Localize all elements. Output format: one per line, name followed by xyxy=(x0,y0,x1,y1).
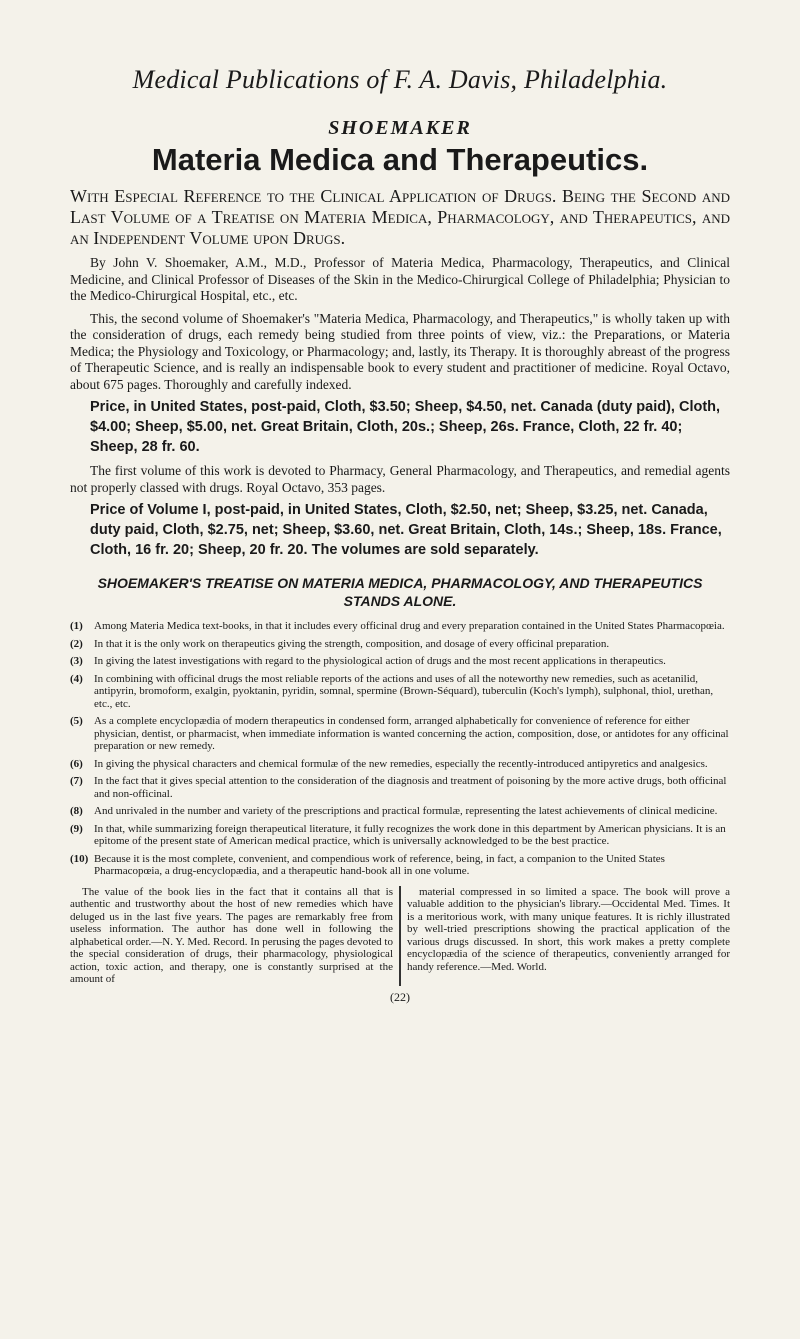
list-item: (10) Because it is the most complete, convenient, and compendious work of reference, being, in fact, a companion to the United States Pharmacopœia, a drug-encyclopædia, and a therapeutic hand-book all in one volume. xyxy=(70,852,665,877)
list-item: (7) In the fact that it gives special attention to the consideration of the diagnosis and treatment of poisoning by the more active drugs, both officinal and non-officinal. xyxy=(70,775,727,800)
list-item: (3) In giving the latest investigations with regard to the physiological action of drugs and the most recent applications in therapeutics. xyxy=(70,655,666,667)
description: This, the second volume of Shoemaker's "Materia Medica, Pharmacology, and Therapeutics," is wholly taken up with the consideration of drugs, each remedy being studied from three points of view, viz.: the Preparations, or Materia Medica; the Physiology and Toxicology, or Pharmacology; and, lastly, its Therapy. It is thoroughly abreast of the progress of Therapeutic Science, and is really an indispensable book to every student and practitioner of medicine. Royal Octavo, about 675 pages. Thoroughly and carefully indexed. xyxy=(70,310,730,392)
page-number: (22) xyxy=(390,989,410,1004)
column-divider xyxy=(399,886,401,986)
book-title: Materia Medica and Therapeutics. xyxy=(151,142,649,177)
list-item: (9) In that, while summarizing foreign therapeutical literature, it fully recognizes the work done in this department by American physicians. It is an epitome of the present state of American medical practice, which is universally acknowledged to be the best practice. xyxy=(70,822,726,847)
byline: By John V. Shoemaker, A.M., M.D., Professor of Materia Medica, Pharmacology, Therapeutics, and Clinical Medicine, and Clinical Professor of Diseases of the Skin in the Medico-Chirurgical College of Philadelphia; Physician to the Medico-Chirurgical Hospital, etc., etc. xyxy=(70,255,730,303)
list-item: (2) In that it is the only work on therapeutics giving the strength, composition, and dosage of every officinal preparation. xyxy=(70,637,610,650)
book-subtitle: With Especial Reference to the Clinical Application of Drugs. Being the Second and Last Volume of a Treatise on Materia Medica, Pharmacology, and Therapeutics, and an Independent Volume upon Drugs. xyxy=(70,186,730,248)
section-heading: SHOEMAKER'S TREATISE ON MATERIA MEDICA, PHARMACOLOGY, AND THERAPEUTICS STANDS ALONE. xyxy=(97,575,703,609)
list-item: (4) In combining with officinal drugs the most reliable reports of the actions and uses of all the noteworthy new remedies, such as acetanilid, antipyrin, bromoform, exalgin, pyoktanin, pyridin, somnal, spermine (Brown-Séquard), tuberculin (Koch's lymph), sulphonal, thiol, urethan, etc., etc. xyxy=(70,672,714,710)
review-text: The value of the book lies in the fact that it contains all that is authentic and trustworthy about the host of new remedies which have deluged us in the last five years. The pages are remarkably free from useless information. The author has done well in following the alphabetical order.—N. Y. Med. Record. In perusing the pages devoted to the special consideration of drugs, their pharmacology, physiological action, toxic action, and therapy, one is constantly surprised at the amount of xyxy=(70,885,393,985)
reviews-columns xyxy=(70,886,730,986)
running-head: Medical Publications of F. A. Davis, Philadelphia. xyxy=(132,65,668,94)
features-list xyxy=(70,620,730,878)
page xyxy=(70,40,730,1005)
reviews-right-column xyxy=(407,886,730,986)
price-list-volume-2: Price, in United States, post-paid, Cloth, $3.50; Sheep, $4.50, net. Canada (duty paid), Cloth, $4.00; Sheep, $5.00, net. Great Britain, Cloth, 20s.; Sheep, 26s. France, Cloth, 22 fr. 40; Sheep, 28 fr. 60. xyxy=(90,399,721,455)
list-item: (5) As a complete encyclopædia of modern therapeutics in condensed form, arranged alphabetically for convenience of reference for either physician, dentist, or pharmacist, when immediate information is wanted concerning the action, composition, dose, or antidotes for any officinal preparation or new remedy. xyxy=(70,715,729,752)
review-text: material compressed in so limited a space. The book will prove a valuable addition to the physician's library.—Occidental Med. Times. It is a meritorious work, with many unique features. It is richly illustrated by well-tried prescriptions showing the practical application of the various drugs discussed. In short, this work makes a pretty complete encyclopædia of the science of therapeutics, conveniently arranged for handy reference.—Med. World. xyxy=(407,885,730,973)
list-item: (8) And unrivaled in the number and variety of the prescriptions and practical formulæ, representing the latest achievements of clinical medicine. xyxy=(70,805,718,817)
list-item: (1) Among Materia Medica text-books, in that it includes every officinal drug and every preparation contained in the United States Pharmacopœia. xyxy=(70,620,725,632)
reviews-left-column xyxy=(70,886,393,986)
list-item: (6) In giving the physical characters and chemical formulæ of the new remedies, especially the recently-introduced antipyretics and analgesics. xyxy=(70,757,708,770)
author-name-heading: SHOEMAKER xyxy=(328,117,472,139)
price-list-volume-1: Price of Volume I, post-paid, in United States, Cloth, $2.50, net; Sheep, $3.25, net. Canada, duty paid, Cloth, $2.75, net; Sheep, $3.60, net. Great Britain, Cloth, 14s.; Sheep, 18s. France, Cloth, 16 fr. 20; Sheep, 20 fr. 20. The volumes are sold separately. xyxy=(90,502,722,558)
volume-1-description: The first volume of this work is devoted to Pharmacy, General Pharmacology, and Therapeutics, and remedial agents not properly classed with drugs. Royal Octavo, 353 pages. xyxy=(70,463,730,495)
